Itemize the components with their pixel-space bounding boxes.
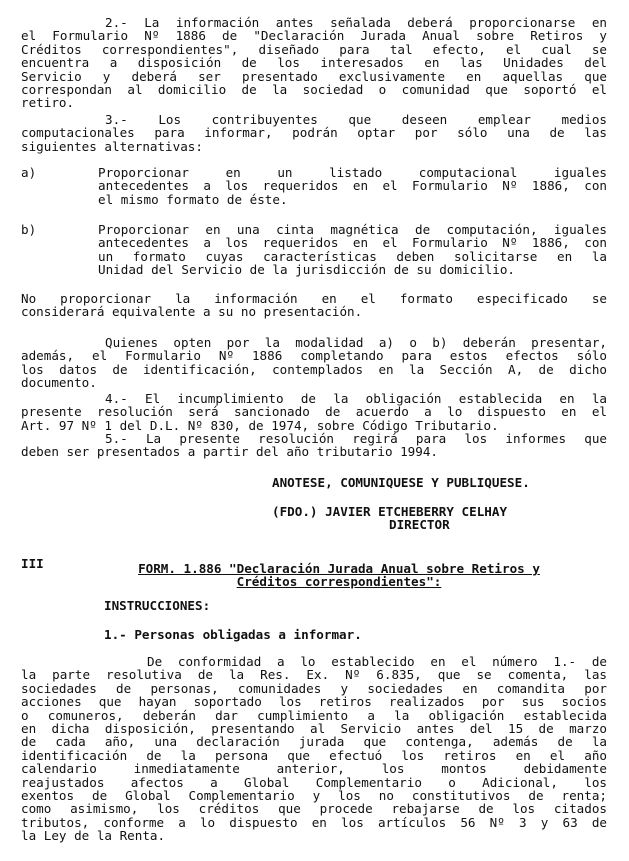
text-line: 2.- La información antes señalada deberá proporcionarse en [105,15,607,30]
paragraph-obligados [21,655,607,843]
paragraph-no-proporcionar [21,292,607,319]
text-line: Art. 97 Nº 1 del D.L. Nº 830, de 1974, sobre Código Tributario. [21,417,499,433]
text-line: 4.- El incumplimiento de la obligación establecida en la [105,391,607,406]
paragraph-4 [21,392,607,432]
paragraph-3 [21,113,607,153]
alternative-b-text [98,223,607,277]
text-line: 5.- La presente resolución regirá para los informes que [105,431,607,446]
paragraph-5 [21,432,607,459]
text-line: identificación de la persona que efectuó los retiros en el año [21,747,607,763]
text-line: computacionales para informar, podrán optar por sólo una de las [21,125,607,141]
text-line: tributos, conforme a lo dispuesto en los artículos 56 Nº 3 y 63 de [21,814,607,830]
text-line: la Ley de la Renta. [21,828,166,844]
text-line: No proporcionar la información en el formato especificado se [21,291,607,306]
list-marker: a) [21,165,37,180]
list-marker: b) [21,222,37,237]
text-line: calendario inmediatamente anterior, los montos debidamente [21,761,607,777]
text-line: los datos de identificación, contemplados en la Sección A, de dicho [21,361,607,377]
text-line: como asimismo, los créditos que procede rebajarse de los citados [21,801,607,817]
text-line: encuentra a disposición de los interesados en las Unidades del [21,55,607,71]
text-line: correspondan al domicilio de la sociedad o comunidad que soportó el [21,82,607,98]
text-line: la parte resolutiva de la Res. Ex. Nº 6.835, que se comenta, las [21,667,607,683]
text-line: en dicha disposición, presentando al Servicio antes del 15 de marzo [21,721,607,737]
signature-title: DIRECTOR [389,517,450,532]
section-number: III [21,556,44,571]
text-line: Proporcionar en una cinta magnética de computación, iguales [98,222,607,237]
text-line: documento. [21,375,97,391]
alternative-a-text [98,166,607,206]
text-line: Quienes opten por la modalidad a) o b) deberán presentar, [105,335,607,350]
text-line: De conformidad a lo establecido en el número 1.- de [147,654,607,669]
paragraph-quienes [21,336,607,390]
paragraph-2 [21,16,607,110]
text-line: Servicio y deberá ser presentado exclusivamente en aquellas que [21,68,607,84]
section-title-line: FORM. 1.886 "Declaración Jurada Anual sobre Retiros y [138,561,540,576]
text-line: sociedades de personas, comunidades y sociedades en comandita por [21,680,607,696]
text-line: el mismo formato de éste. [98,191,288,207]
signature-name: (FDO.) JAVIER ETCHEBERRY CELHAY [272,504,508,519]
text-line: considerará equivalente a su no presentación. [21,304,363,320]
text-line: Créditos correspondientes", diseñado para tal efecto, el cual se [21,41,607,57]
text-line: antecedentes a los requeridos en el Formulario Nº 1886, con [98,235,607,251]
text-line: acciones que hayan soportado los retiros realizados por sus socios [21,694,607,710]
text-line: de cada año, una declaración jurada que contenga, además de la [21,734,607,750]
text-line: además, el Formulario Nº 1886 completando para estos efectos sólo [21,348,607,364]
section-title-line: Créditos correspondientes": [236,574,442,590]
item-1-heading: 1.- Personas obligadas a informar. [104,627,362,642]
closing-formula: ANOTESE, COMUNIQUESE Y PUBLIQUESE. [272,475,530,490]
text-line: exentos de Global Complementario y los no constitutivos de renta; [21,788,607,804]
text-line: antecedentes a los requeridos en el Formulario Nº 1886, con [98,178,607,194]
section-title [104,562,574,589]
text-line: reajustados afectos a Global Complementario o Adicional, los [21,774,607,790]
text-line: el Formulario Nº 1886 de "Declaración Jurada Anual sobre Retiros y [21,28,607,44]
text-line: un formato cuyas características deben solicitarse en la [98,248,607,264]
text-line: retiro. [21,95,75,111]
text-line: 3.- Los contribuyentes que deseen emplear medios [105,112,607,127]
text-line: o comuneros, deberán dar cumplimiento a la obligación establecida [21,707,607,723]
text-line: Unidad del Servicio de la jurisdicción de su domicilio. [98,262,516,278]
text-line: presente resolución será sancionado de acuerdo a lo dispuesto en el [21,404,607,420]
text-line: Proporcionar en un listado computacional iguales [98,165,607,180]
text-line: deben ser presentados a partir del año tributario 1994. [21,444,439,460]
instructions-heading: INSTRUCCIONES: [104,598,211,613]
text-line: siguientes alternativas: [21,138,203,154]
